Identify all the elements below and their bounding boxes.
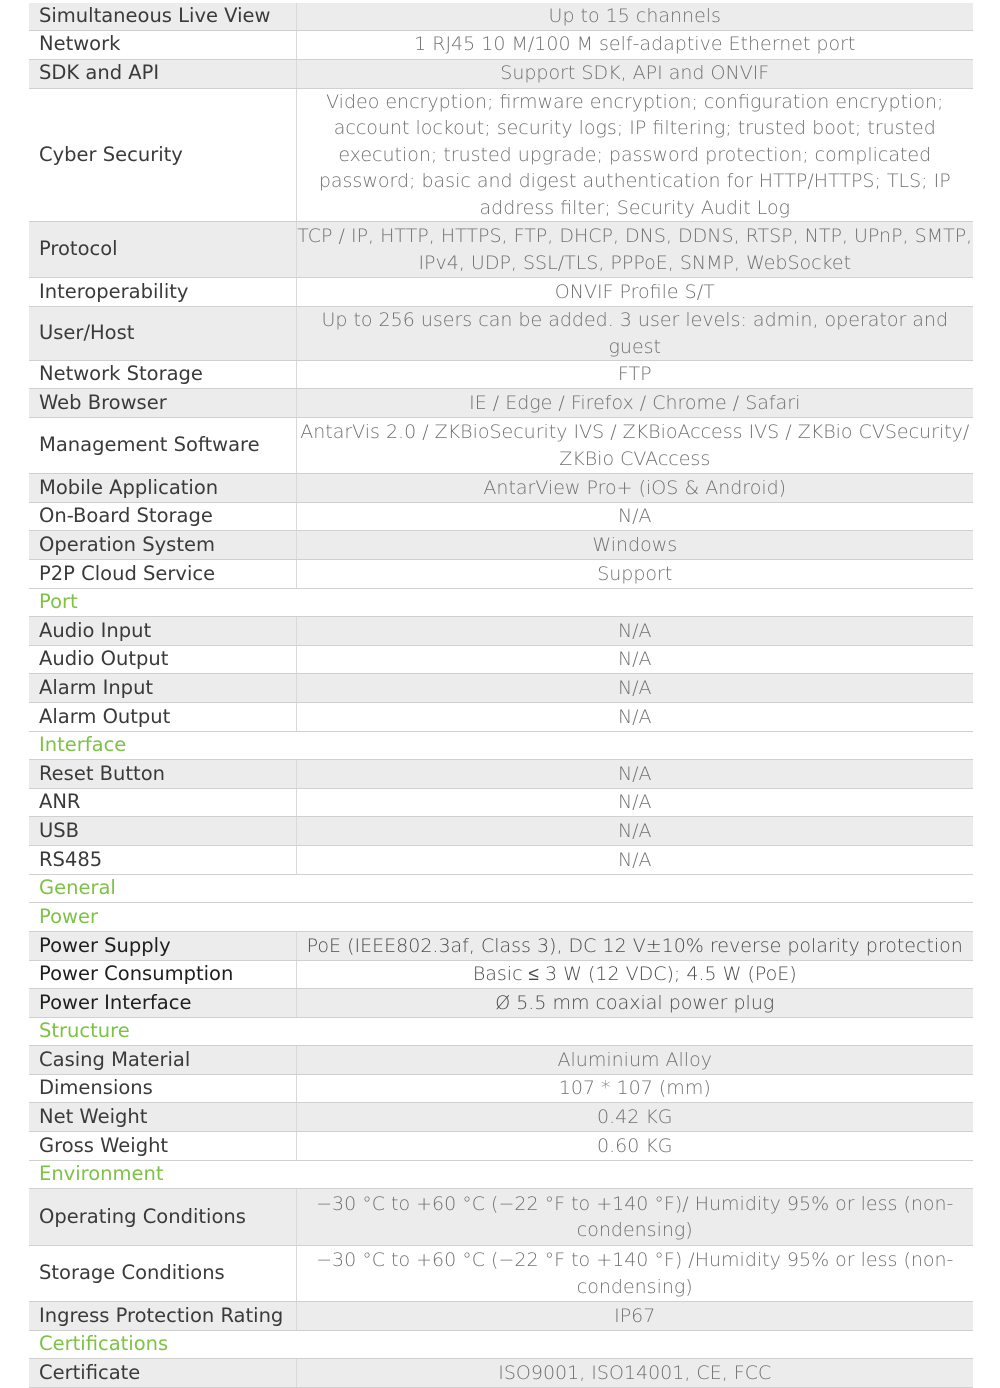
spec-value: 0.42 KG xyxy=(296,1103,973,1132)
spec-value: IP67 xyxy=(296,1302,973,1331)
spec-value: ONVIF Profile S/T xyxy=(296,278,973,307)
spec-row xyxy=(29,59,973,88)
section-header xyxy=(29,1331,973,1359)
spec-label: Audio Input xyxy=(29,617,296,646)
spec-table-body xyxy=(29,3,973,1388)
spec-label: Power Interface xyxy=(29,989,296,1018)
spec-value: N/A xyxy=(296,817,973,846)
spec-row xyxy=(29,646,973,674)
section-header xyxy=(29,732,973,760)
section-spacer xyxy=(296,1331,973,1359)
section-header xyxy=(29,875,973,903)
spec-label: Storage Conditions xyxy=(29,1246,296,1302)
spec-row xyxy=(29,418,973,474)
spec-label: Operating Conditions xyxy=(29,1189,296,1246)
section-title: Port xyxy=(29,589,296,617)
spec-value: N/A xyxy=(296,703,973,732)
section-spacer xyxy=(296,1018,973,1046)
spec-value: AntarView Pro+ (iOS & Android) xyxy=(296,474,973,503)
spec-row xyxy=(29,932,973,961)
spec-label: Net Weight xyxy=(29,1103,296,1132)
spec-table xyxy=(29,3,973,1388)
spec-label: Power Supply xyxy=(29,932,296,961)
section-title: Structure xyxy=(29,1018,296,1046)
spec-value: N/A xyxy=(296,760,973,789)
spec-value: ISO9001, ISO14001, CE, FCC xyxy=(296,1359,973,1388)
spec-row xyxy=(29,222,973,278)
spec-label: RS485 xyxy=(29,846,296,875)
spec-label: Power Consumption xyxy=(29,961,296,989)
spec-label: Audio Output xyxy=(29,646,296,674)
spec-value: FTP xyxy=(296,361,973,389)
spec-label: On-Board Storage xyxy=(29,503,296,531)
spec-value: −30 °C to +60 °C (−22 °F to +140 °F)/ Humidity 95% or less (non-condensing) xyxy=(296,1189,973,1246)
spec-label: Ingress Protection Rating xyxy=(29,1302,296,1331)
spec-row xyxy=(29,1046,973,1075)
spec-value: PoE (IEEE802.3af, Class 3), DC 12 V±10% reverse polarity protection xyxy=(296,932,973,961)
section-header xyxy=(29,903,973,932)
section-spacer xyxy=(296,589,973,617)
spec-row xyxy=(29,1103,973,1132)
spec-row xyxy=(29,617,973,646)
spec-label: ANR xyxy=(29,789,296,817)
spec-label: Alarm Input xyxy=(29,674,296,703)
spec-row xyxy=(29,1302,973,1331)
spec-label: Protocol xyxy=(29,222,296,278)
section-title: General xyxy=(29,875,296,903)
spec-row xyxy=(29,846,973,875)
spec-value: Windows xyxy=(296,531,973,560)
spec-label: Network Storage xyxy=(29,361,296,389)
spec-row xyxy=(29,1189,973,1246)
section-title: Power xyxy=(29,903,296,932)
section-spacer xyxy=(296,732,973,760)
section-spacer xyxy=(296,875,973,903)
spec-label: Mobile Application xyxy=(29,474,296,503)
spec-row xyxy=(29,560,973,589)
spec-value: Support SDK, API and ONVIF xyxy=(296,59,973,88)
spec-row xyxy=(29,3,973,30)
spec-value: N/A xyxy=(296,617,973,646)
spec-label: Simultaneous Live View xyxy=(29,3,296,30)
spec-value: Video encryption; firmware encryption; configuration encryption; account lockout; security logs; IP filtering; trusted boot; trusted execution; trusted upgrade; password protection; complicated password; basic and digest authentication for HTTP/HTTPS; TLS; IP address filter; Security Audit Log xyxy=(296,88,973,222)
spec-label: P2P Cloud Service xyxy=(29,560,296,589)
spec-label: Casing Material xyxy=(29,1046,296,1075)
section-spacer xyxy=(296,903,973,932)
spec-value: Ø 5.5 mm coaxial power plug xyxy=(296,989,973,1018)
spec-value: TCP / IP, HTTP, HTTPS, FTP, DHCP, DNS, DDNS, RTSP, NTP, UPnP, SMTP, IPv4, UDP, SSL/TLS, PPPoE, SNMP, WebSocket xyxy=(296,222,973,278)
spec-row xyxy=(29,674,973,703)
spec-row xyxy=(29,361,973,389)
spec-row xyxy=(29,307,973,361)
spec-value: N/A xyxy=(296,846,973,875)
spec-value: Basic ≤ 3 W (12 VDC); 4.5 W (PoE) xyxy=(296,961,973,989)
spec-label: Operation System xyxy=(29,531,296,560)
spec-value: Support xyxy=(296,560,973,589)
spec-row xyxy=(29,278,973,307)
spec-row xyxy=(29,88,973,222)
spec-row xyxy=(29,531,973,560)
spec-label: Alarm Output xyxy=(29,703,296,732)
spec-label: Certificate xyxy=(29,1359,296,1388)
spec-row xyxy=(29,760,973,789)
spec-label: Web Browser xyxy=(29,389,296,418)
spec-value: AntarVis 2.0 / ZKBioSecurity IVS / ZKBioAccess IVS / ZKBio CVSecurity/ ZKBio CVAccess xyxy=(296,418,973,474)
spec-value: N/A xyxy=(296,646,973,674)
spec-row xyxy=(29,30,973,59)
spec-label: Management Software xyxy=(29,418,296,474)
spec-row xyxy=(29,703,973,732)
spec-value: Up to 15 channels xyxy=(296,3,973,30)
section-title: Interface xyxy=(29,732,296,760)
spec-row xyxy=(29,817,973,846)
spec-row xyxy=(29,1075,973,1103)
spec-label: Interoperability xyxy=(29,278,296,307)
section-title: Environment xyxy=(29,1161,296,1189)
spec-value: Aluminium Alloy xyxy=(296,1046,973,1075)
spec-value: 1 RJ45 10 M/100 M self-adaptive Ethernet port xyxy=(296,30,973,59)
spec-value: 0.60 KG xyxy=(296,1132,973,1161)
spec-row xyxy=(29,503,973,531)
section-spacer xyxy=(296,1161,973,1189)
section-header xyxy=(29,1161,973,1189)
spec-label: Gross Weight xyxy=(29,1132,296,1161)
spec-label: USB xyxy=(29,817,296,846)
spec-row xyxy=(29,1132,973,1161)
spec-row xyxy=(29,989,973,1018)
spec-value: 107 * 107 (mm) xyxy=(296,1075,973,1103)
spec-row xyxy=(29,474,973,503)
spec-label: Dimensions xyxy=(29,1075,296,1103)
spec-label: User/Host xyxy=(29,307,296,361)
spec-value: IE / Edge / Firefox / Chrome / Safari xyxy=(296,389,973,418)
section-header xyxy=(29,1018,973,1046)
spec-row xyxy=(29,961,973,989)
spec-value: N/A xyxy=(296,503,973,531)
spec-row xyxy=(29,389,973,418)
spec-value: Up to 256 users can be added. 3 user levels: admin, operator and guest xyxy=(296,307,973,361)
section-header xyxy=(29,589,973,617)
spec-value: N/A xyxy=(296,674,973,703)
spec-row xyxy=(29,789,973,817)
spec-value: N/A xyxy=(296,789,973,817)
spec-label: Cyber Security xyxy=(29,88,296,222)
spec-row xyxy=(29,1246,973,1302)
spec-value: −30 °C to +60 °C (−22 °F to +140 °F) /Humidity 95% or less (non-condensing) xyxy=(296,1246,973,1302)
spec-label: SDK and API xyxy=(29,59,296,88)
spec-label: Reset Button xyxy=(29,760,296,789)
spec-label: Network xyxy=(29,30,296,59)
spec-row xyxy=(29,1359,973,1388)
section-title: Certifications xyxy=(29,1331,296,1359)
